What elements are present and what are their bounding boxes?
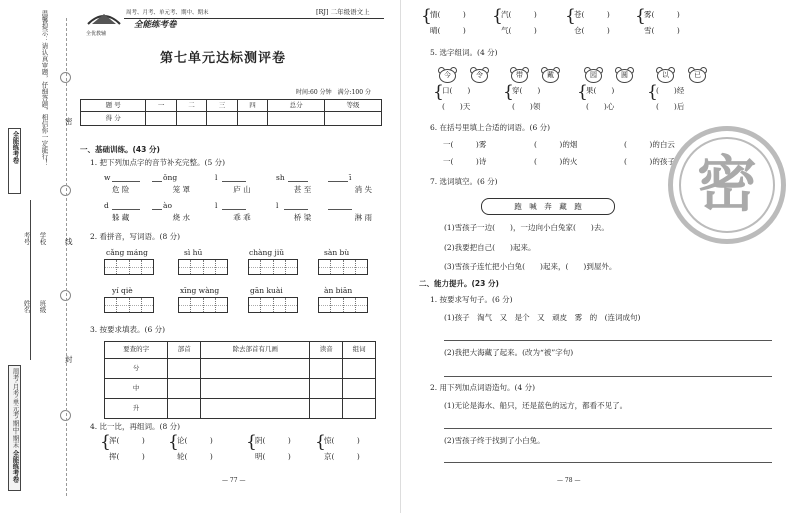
section2-title: 二、能力提升。(23 分) xyxy=(419,279,499,288)
section1-title: 一、基础训练。(43 分) xyxy=(80,145,160,154)
seal-char: 线 xyxy=(65,237,73,246)
class-label: 班级 xyxy=(38,300,47,313)
bear-char-box: 已 xyxy=(688,67,707,83)
q3-table: 要查的字 部首 除去部首有几画 读音 组词 兮 中 升 xyxy=(104,341,376,419)
answer-grid[interactable] xyxy=(248,297,298,313)
ad-panel: 周考·月考·单元考·期中·期末 全能练考卷 xyxy=(8,365,21,491)
answer-grid[interactable] xyxy=(104,259,154,275)
page-number: — 77 — xyxy=(222,477,246,484)
score-table: 题 号 一 二 三 四 总分 等级 得 分 xyxy=(80,99,382,126)
seal-char: 封 xyxy=(65,355,73,364)
page-title: 第七单元达标测评卷 xyxy=(160,51,287,66)
bear-char-box: 以 xyxy=(656,67,675,83)
notice-text: 温馨提示：请认真审题，仔细答题，相信你一定能行！ xyxy=(40,10,49,166)
bear-char-box: 戴 xyxy=(541,67,560,83)
answer-line[interactable] xyxy=(444,462,772,463)
bear-char-box: 圆 xyxy=(615,67,634,83)
right-page: { 情( ) 晴( ) { 汽( ) 气( ) { 苍( ) 仓( ) { 雾( ) 雪( ) 5. 选字组词。(4 分) { 口( ) ( )天 { 穿( ) ( )领 { 果( ) ( )心 { ( )经 ( )后 6. 在括号里填上合适的词语。(6 分) 一( )雾 ( )的烟 ( )的白云 一( )诗 ( )的火 ( )的孩子 7. 选词填空。(6 分) 跑 喊 奔 藏 跑 (1)雪孩子一边( )，一边向小白兔家( )去。 (2)我要把自己( )起来。 (3)雪孩子连忙把小白兔( )起来，( )到屋外。 二、能力提升。(23 分) 1. 按要求写句子。(6 分) (1)孩子 淘气 又 是个 又 顽皮 雾 的 (连词成句) (2)我把大海藏了起来。(改为“被”字句) 2. 用下列加点词语造句。(4 分) (1)无论是海水、船只，还是蓝色的远方，都看不见了。 (2)雪孩子终于找到了小白兔。 — 78 — xyxy=(400,0,800,513)
slogan: 周考、月考、单元考、期中、期末 xyxy=(126,10,209,16)
answer-grid[interactable] xyxy=(178,297,228,313)
q4-text: 4. 比一比，再组词。(8 分) xyxy=(90,422,181,431)
q1-row1-words: 危 险 笼 罩 庐 山 甚 至 消 失 xyxy=(112,185,372,194)
word-box: 跑 喊 奔 藏 跑 xyxy=(481,198,615,215)
bear-char-box: 今 xyxy=(438,67,457,83)
q6-text: 6. 在括号里填上合适的词语。(6 分) xyxy=(430,123,551,132)
logo-icon xyxy=(84,6,124,32)
q3-text: 3. 按要求填表。(6 分) xyxy=(90,325,166,334)
brand-name: 全能练考卷 xyxy=(134,20,177,30)
left-page: 温馨提示：请认真审题，仔细答题，相信你一定能行！ 全能练考卷 学校 班级 考号 姓名 周考·月考·单元考·期中·期末 全能练考卷 密 线 封 全优教辅 周考、月考、单元考、期中、期末 全能练考卷 [RJ] 二年级语文上 第七单元达标测评卷 时间:60 分钟 满分:100 分 题 号 一 二 三 四 总分 等级 得 分 一、基础训练。(43 分) 1. 把下列加点字的音节补充完整。(5 分) w ǒng l sh ī 危 险 笼 罩 庐 山 甚 至 消 失 d ào l l 躲 藏 烧 水 乖 乖 桥 梁 淋 雨 2. 看拼音，写词语。(8 分) cǎng máng sì hū chàng jiǔ sàn bù yí qiè xīng wàng gān kuài àn biān 3. 按要求填表。(6 分) 要查的字 部首 除去部首有几画 读音 组词 兮 中 升 4. 比一比，再组词。(8 分) { 浑( ) 挥( ) { 论( ) 轮( ) { 阴( ) 明( ) { 惊( ) 京( ) — 77 — xyxy=(0,0,400,513)
answer-grid[interactable] xyxy=(104,297,154,313)
answer-grid[interactable] xyxy=(318,297,368,313)
school-label: 学校 xyxy=(38,232,47,245)
answer-line[interactable] xyxy=(444,340,772,341)
answer-grid[interactable] xyxy=(318,259,368,275)
bear-char-box: 令 xyxy=(470,67,489,83)
q5-text: 5. 选字组词。(4 分) xyxy=(430,48,498,57)
bear-char-box: 园 xyxy=(584,67,603,83)
q2-text: 2. 看拼音，写词语。(8 分) xyxy=(90,232,181,241)
q1-row2-words: 躲 藏 烧 水 乖 乖 桥 梁 淋 雨 xyxy=(112,213,372,222)
grade-label: [RJ] 二年级语文上 xyxy=(316,8,370,16)
logo-text: 全优教辅 xyxy=(86,31,107,37)
page-number: — 78 — xyxy=(557,477,581,484)
name-label: 姓名 xyxy=(22,300,31,313)
binding-strip xyxy=(0,0,62,513)
answer-line[interactable] xyxy=(444,376,772,377)
q7-text: 7. 选词填空。(6 分) xyxy=(430,177,498,186)
confidential-stamp: 密 xyxy=(668,126,786,244)
bear-char-box: 带 xyxy=(510,67,529,83)
answer-grid[interactable] xyxy=(178,259,228,275)
time-score: 时间:60 分钟 满分:100 分 xyxy=(296,89,371,96)
p1-text: 1. 按要求写句子。(6 分) xyxy=(430,295,513,304)
strip-brand: 全能练考卷 xyxy=(8,128,21,194)
p2-text: 2. 用下列加点词语造句。(4 分) xyxy=(430,383,536,392)
q1-text: 1. 把下列加点字的音节补充完整。(5 分) xyxy=(90,158,226,167)
seal-char: 密 xyxy=(65,117,73,126)
answer-line[interactable] xyxy=(444,428,772,429)
answer-grid[interactable] xyxy=(248,259,298,275)
id-label: 考号 xyxy=(22,232,31,245)
